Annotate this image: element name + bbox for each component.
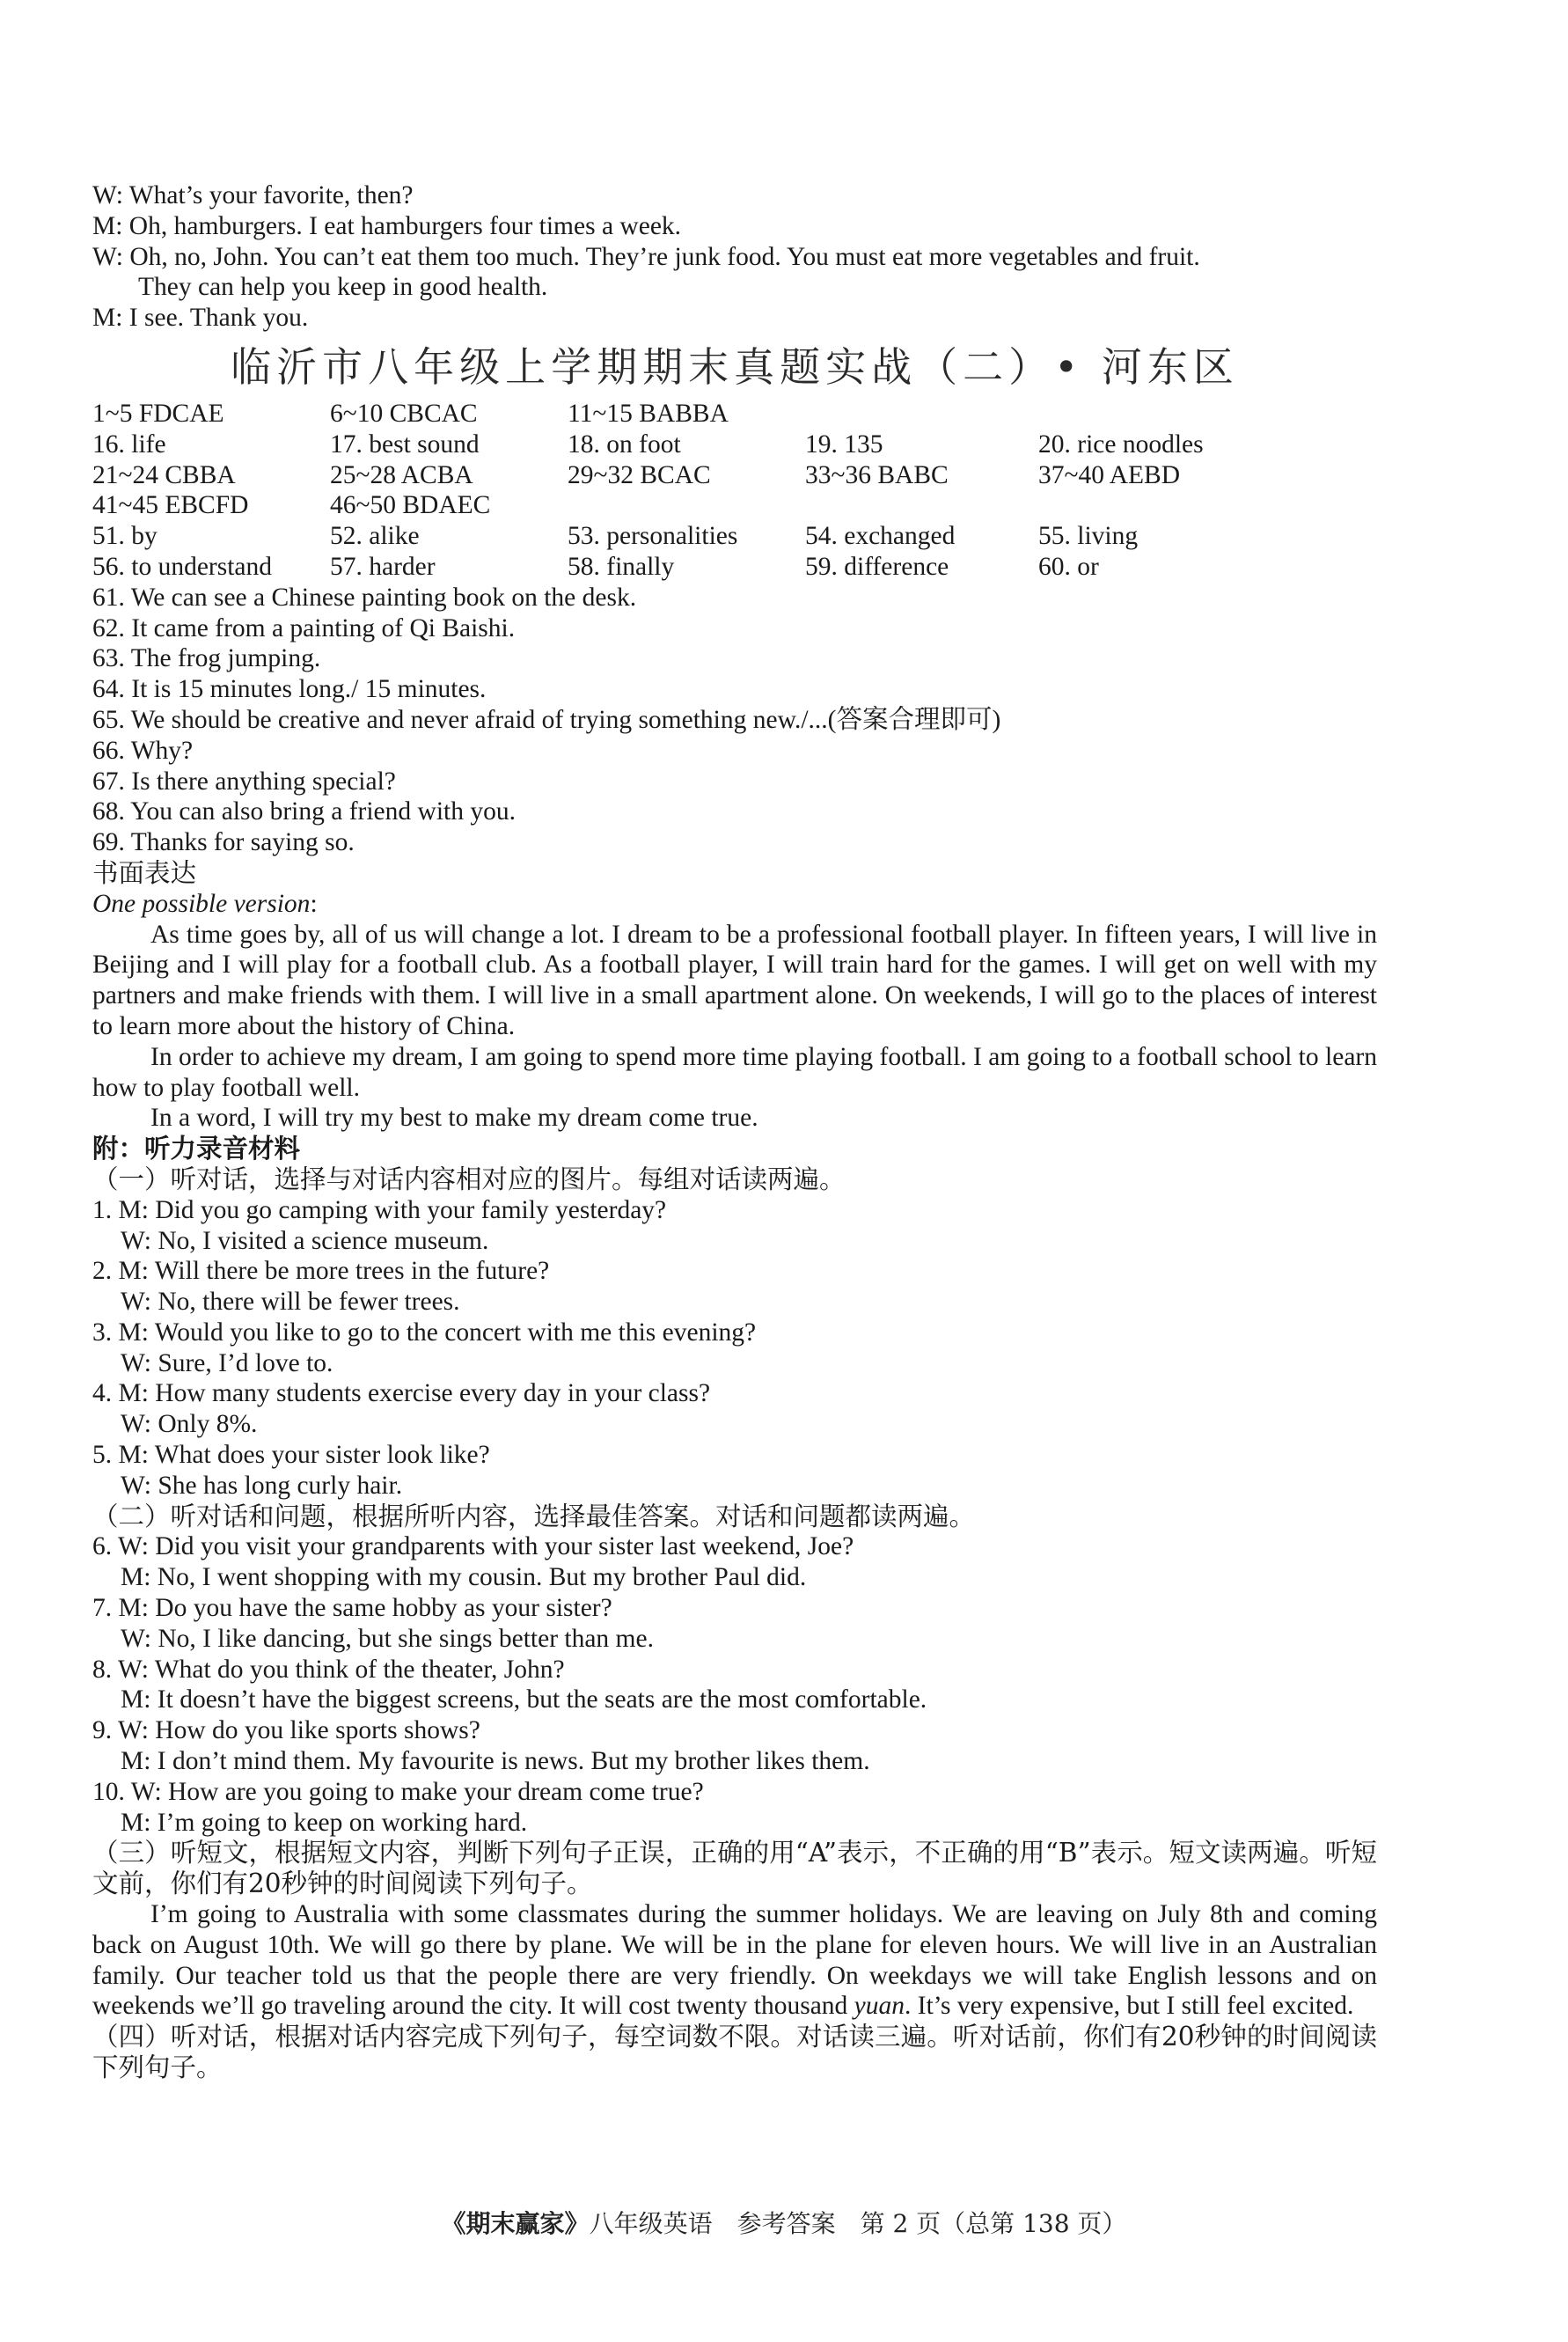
answer-cell <box>1038 399 1302 429</box>
dialog-line: M: I see. Thank you. <box>92 304 309 333</box>
answer-cell <box>805 399 1038 429</box>
dialog-line: W: What’s your favorite, then? <box>92 181 414 209</box>
short-answer: 61. We can see a Chinese painting book on the desk. <box>92 583 637 612</box>
answer-cell: 46~50 BDAEC <box>330 491 491 520</box>
answer-cell: 52. alike <box>330 522 420 551</box>
response-line: M: I don’t mind them. My favourite is news. But my brother likes them. <box>121 1747 870 1776</box>
answer-cell: 59. difference <box>805 552 949 581</box>
question-line: 3. M: Would you like to go to the concert with me this evening? <box>92 1318 757 1347</box>
answer-cell: 18. on foot <box>568 429 681 459</box>
short-answer: 68. You can also bring a friend with you. <box>92 797 516 826</box>
answer-cell: 16. life <box>92 429 166 459</box>
writing-heading: 书面表达 <box>92 857 197 888</box>
answer-cell: 60. or <box>1038 552 1099 581</box>
response-line: W: No, I visited a science museum. <box>121 1226 489 1255</box>
response-line: M: I’m going to keep on working hard. <box>121 1808 528 1837</box>
answer-row <box>92 399 1377 429</box>
answer-cell: 21~24 CBBA <box>92 460 236 489</box>
answer-cell: 58. finally <box>568 552 675 581</box>
response-line: W: No, there will be fewer trees. <box>121 1288 460 1317</box>
part3-heading: （三）听短文，根据短文内容，判断下列句子正误，正确的用“A”表示，不正确的用“B”表示。短文读两遍。听短文前，你们有20秒钟的时间阅读下列句子。 <box>92 1838 1377 1899</box>
part1-heading: （一）听对话，选择与对话内容相对应的图片。每组对话读两遍。 <box>92 1164 846 1194</box>
answer-cell: 20. rice noodles <box>1038 429 1204 459</box>
answer-cell: 51. by <box>92 522 158 551</box>
response-line: W: No, I like dancing, but she sings better than me. <box>121 1624 654 1653</box>
answer-cell: 11~15 BABBA <box>568 399 729 428</box>
answer-row <box>92 460 1377 491</box>
short-answer: 66. Why? <box>92 736 194 765</box>
answer-cell: 29~32 BCAC <box>568 460 711 489</box>
answer-cell: 19. 135 <box>805 429 883 459</box>
appendix-heading: 附：听力录音材料 <box>92 1133 301 1164</box>
footer-book-title: 《期末赢家》 <box>441 2209 590 2238</box>
writing-paragraph: In a word, I will try my best to make my dream come true. <box>150 1104 758 1133</box>
passage-italic: yuan <box>854 1992 905 2021</box>
dialog-line: They can help you keep in good health. <box>138 273 548 302</box>
answer-cell <box>568 490 805 521</box>
short-answer: 67. Is there anything special? <box>92 767 396 796</box>
question-line: 5. M: What does your sister look like? <box>92 1441 490 1470</box>
answer-cell: 41~45 EBCFD <box>92 491 249 520</box>
response-line: M: No, I went shopping with my cousin. But my brother Paul did. <box>121 1563 807 1592</box>
answer-row <box>92 521 1377 552</box>
section-title: 临沂市八年级上学期期末真题实战（二）• 河东区 <box>231 342 1239 391</box>
part2-heading: （二）听对话和问题，根据所听内容，选择最佳答案。对话和问题都读两遍。 <box>92 1501 976 1531</box>
answer-cell: 54. exchanged <box>805 522 956 551</box>
answer-cell: 17. best sound <box>330 429 480 459</box>
question-line: 9. W: How do you like sports shows? <box>92 1716 480 1745</box>
writing-version-label <box>92 889 1377 920</box>
answer-cell: 55. living <box>1038 522 1139 551</box>
question-line: 4. M: How many students exercise every day in your class? <box>92 1379 711 1408</box>
answer-cell: 6~10 CBCAC <box>330 399 478 428</box>
response-line: W: She has long curly hair. <box>121 1471 403 1500</box>
writing-paragraph: As time goes by, all of us will change a lot. I dream to be a professional football player. In fifteen years, I will live in Beijing and I will play for a football club. As a football player, I will train hard for the games. I will get on well with my partners and make friends with them. I will live in a small apartment alone. On weekends, I will go to the places of interest to learn more about the history of China. <box>92 920 1377 1040</box>
response-line: W: Only 8%. <box>121 1410 258 1439</box>
answer-row <box>92 490 1377 521</box>
question-line: 1. M: Did you go camping with your family yesterday? <box>92 1195 667 1224</box>
response-line: M: It doesn’t have the biggest screens, but the seats are the most comfortable. <box>121 1685 927 1714</box>
short-answer: 69. Thanks for saying so. <box>92 828 355 857</box>
question-line: 2. M: Will there be more trees in the future? <box>92 1257 550 1286</box>
dialog-line: M: Oh, hamburgers. I eat hamburgers four times a week. <box>92 211 682 240</box>
part3-passage <box>92 1899 1377 2022</box>
answer-cell <box>1038 490 1302 521</box>
answer-row <box>92 552 1377 583</box>
passage-text: I’m going to Australia with some classmates during the summer holidays. We are leaving on July 8th and coming back on August 10th. We will go there by plane. We will be in the plane for eleven hours. We will live in an Australian family. Our teacher told us that the people there are very friendly. On weekdays we will take English lessons and on weekends we’ll go traveling around the city. It will cost twenty thousand <box>92 1900 1377 2021</box>
dialog-line: W: Oh, no, John. You can’t eat them too much. They’re junk food. You must eat more vegetables and fruit. <box>92 242 1200 271</box>
answer-cell: 33~36 BABC <box>805 460 949 489</box>
part4-heading: （四）听对话，根据对话内容完成下列句子，每空词数不限。对话读三遍。听对话前，你们有20秒钟的时间阅读下列句子。 <box>92 2022 1377 2083</box>
response-line: W: Sure, I’d love to. <box>121 1348 333 1377</box>
part1-dialogs <box>92 1195 1377 1501</box>
version-label-text: One possible version <box>92 889 311 918</box>
version-label-colon: : <box>310 889 318 918</box>
answer-cell: 57. harder <box>330 552 436 581</box>
answer-page <box>92 180 1377 2083</box>
short-answer: 63. The frog jumping. <box>92 644 321 673</box>
writing-paragraph: In order to achieve my dream, I am going to spend more time playing football. I am going to a football school to learn how to play football well. <box>92 1042 1377 1102</box>
question-line: 7. M: Do you have the same hobby as your sister? <box>92 1594 612 1623</box>
answer-cell: 25~28 ACBA <box>330 460 473 489</box>
answer-key <box>92 399 1377 583</box>
answer-cell: 37~40 AEBD <box>1038 460 1181 489</box>
short-answer: 65. We should be creative and never afraid of trying something new./...(答案合理即可) <box>92 705 1001 734</box>
answer-cell: 56. to understand <box>92 552 273 581</box>
passage-text-end: . It’s very expensive, but I still feel excited. <box>905 1992 1354 2021</box>
answer-cell: 53. personalities <box>568 522 738 551</box>
short-answer: 64. It is 15 minutes long./ 15 minutes. <box>92 675 487 704</box>
short-answers <box>92 583 1377 858</box>
short-answer: 62. It came from a painting of Qi Baishi. <box>92 613 516 642</box>
page-footer <box>0 2205 1568 2240</box>
question-line: 10. W: How are you going to make your dream come true? <box>92 1777 704 1806</box>
answer-cell: 1~5 FDCAE <box>92 399 224 428</box>
top-dialog <box>92 180 1377 334</box>
part2-dialogs <box>92 1531 1377 1838</box>
footer-page-info: 八年级英语 参考答案 第 2 页（总第 138 页） <box>589 2209 1127 2238</box>
question-line: 6. W: Did you visit your grandparents with your sister last weekend, Joe? <box>92 1532 854 1561</box>
answer-cell <box>805 490 1038 521</box>
question-line: 8. W: What do you think of the theater, John? <box>92 1655 565 1684</box>
answer-row <box>92 429 1377 460</box>
